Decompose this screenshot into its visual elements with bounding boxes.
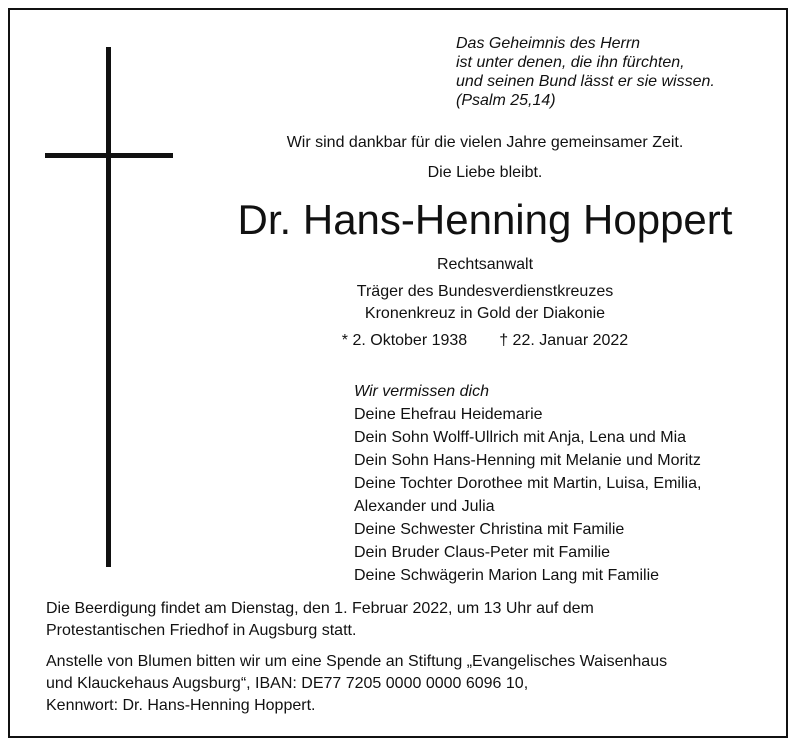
cross-horizontal-bar — [45, 153, 173, 158]
death-date: † 22. Januar 2022 — [499, 332, 629, 349]
deceased-name: Dr. Hans-Henning Hoppert — [237, 196, 733, 243]
mourner-line: Deine Schwester Christina mit Familie — [354, 521, 625, 538]
psalm-line: ist unter denen, die ihn fürchten, — [456, 54, 685, 71]
donation-line: und Klauckehaus Augsburg“, IBAN: DE77 7205 0000 0000 6096 10, — [46, 675, 529, 692]
mourner-line: Dein Bruder Claus-Peter mit Familie — [354, 544, 611, 561]
love-line: Die Liebe bleibt. — [427, 164, 543, 181]
funeral-line: Protestantischen Friedhof in Augsburg statt. — [46, 622, 357, 639]
psalm-line: und seinen Bund lässt er sie wissen. — [456, 73, 715, 90]
funeral-line: Die Beerdigung findet am Dienstag, den 1. Februar 2022, um 13 Uhr auf dem — [46, 600, 594, 617]
donation-line: Kennwort: Dr. Hans-Henning Hoppert. — [46, 697, 316, 714]
cross-vertical-bar — [106, 47, 111, 567]
mourner-line: Alexander und Julia — [354, 498, 495, 515]
psalm-reference: (Psalm 25,14) — [456, 92, 556, 109]
birth-date: * 2. Oktober 1938 — [341, 332, 468, 349]
profession: Rechtsanwalt — [436, 256, 534, 273]
mourners-intro: Wir vermissen dich — [354, 383, 489, 400]
psalm-line: Das Geheimnis des Herrn — [456, 35, 641, 52]
mourners-list — [354, 380, 701, 587]
funeral-info — [46, 598, 594, 642]
mourner-line: Deine Tochter Dorothee mit Martin, Luisa, Emilia, — [354, 475, 702, 492]
psalm-quote — [456, 34, 715, 110]
mourner-line: Dein Sohn Hans-Henning mit Melanie und Moritz — [354, 452, 701, 469]
donation-info — [46, 651, 667, 717]
award-line: Träger des Bundesverdienstkreuzes — [356, 283, 614, 300]
life-dates — [180, 332, 790, 350]
award-line: Kronenkreuz in Gold der Diakonie — [364, 305, 606, 322]
mourner-line: Deine Ehefrau Heidemarie — [354, 406, 543, 423]
mourner-line: Deine Schwägerin Marion Lang mit Familie — [354, 567, 660, 584]
mourner-line: Dein Sohn Wolff-Ullrich mit Anja, Lena und Mia — [354, 429, 687, 446]
thanks-line: Wir sind dankbar für die vielen Jahre gemeinsamer Zeit. — [286, 134, 684, 151]
donation-line: Anstelle von Blumen bitten wir um eine Spende an Stiftung „Evangelisches Waisenhaus — [46, 653, 668, 670]
